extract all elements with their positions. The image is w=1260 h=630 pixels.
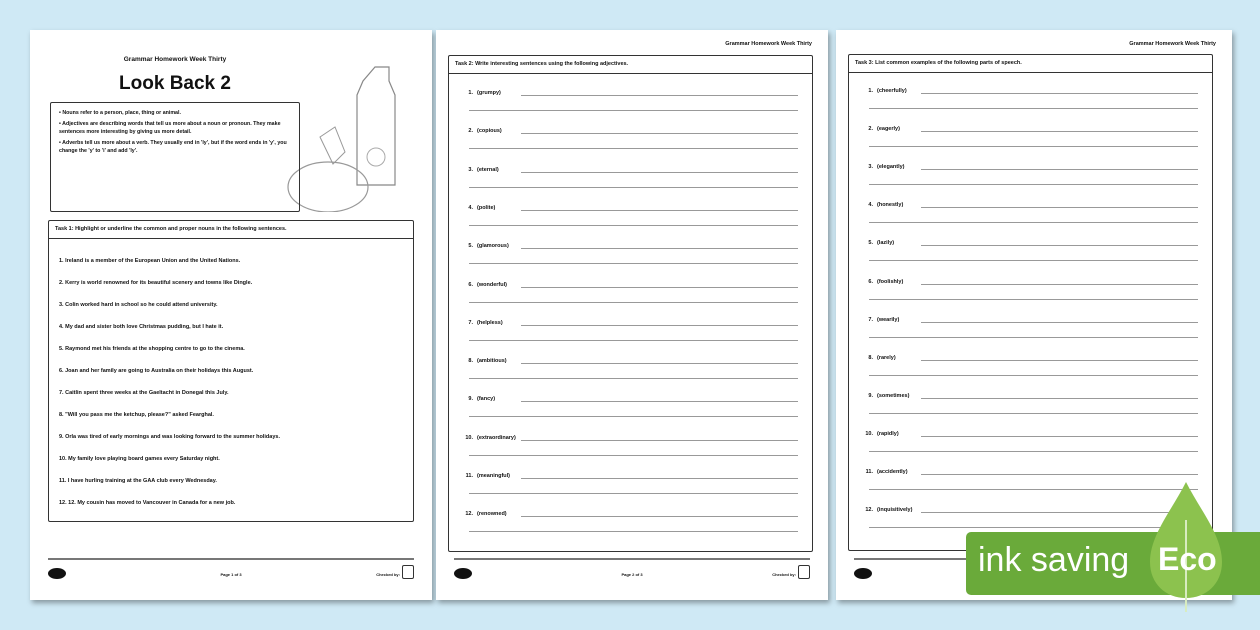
notes-box xyxy=(50,102,300,212)
answer-line[interactable] xyxy=(521,516,798,517)
writing-line-item[interactable] xyxy=(463,358,798,378)
writing-line-item[interactable] xyxy=(863,88,1198,108)
note-nouns: • Nouns refer to a person, place, thing or animal. xyxy=(59,110,181,116)
answer-line[interactable] xyxy=(921,436,1198,437)
worksheet-page-1 xyxy=(30,30,432,600)
answer-line[interactable] xyxy=(521,248,798,249)
writing-line-item[interactable] xyxy=(463,473,798,493)
answer-line[interactable] xyxy=(469,302,798,303)
prompt-word: (wonderful) xyxy=(477,281,507,288)
answer-line[interactable] xyxy=(869,222,1198,223)
answer-line[interactable] xyxy=(469,416,798,417)
item-number: 1. xyxy=(468,90,473,96)
answer-line[interactable] xyxy=(869,146,1198,147)
answer-line[interactable] xyxy=(469,225,798,226)
answer-line[interactable] xyxy=(521,325,798,326)
answer-line[interactable] xyxy=(469,263,798,264)
item-number: 9. xyxy=(468,396,473,403)
task-2-box xyxy=(448,55,813,552)
item-number: 2. xyxy=(468,128,473,135)
item-number: 4. xyxy=(868,202,873,209)
sentence: 12. 12. My cousin has moved to Vancouver in Canada for a new job. xyxy=(59,500,236,506)
prompt-word: (lazily) xyxy=(877,240,895,247)
answer-line[interactable] xyxy=(921,245,1198,246)
item-number: 6. xyxy=(468,281,473,288)
answer-line[interactable] xyxy=(869,299,1198,300)
writing-line-item[interactable] xyxy=(863,279,1198,299)
answer-line[interactable] xyxy=(521,401,798,402)
answer-line[interactable] xyxy=(521,172,798,173)
answer-line[interactable] xyxy=(869,375,1198,376)
worksheet-page-2 xyxy=(436,30,828,600)
writing-line-item[interactable] xyxy=(863,202,1198,222)
twinkl-logo-icon xyxy=(854,568,872,579)
task-1-box xyxy=(48,220,414,522)
item-number: 12. xyxy=(865,507,873,514)
writing-line-item[interactable] xyxy=(463,320,798,340)
prompt-word: (eternal) xyxy=(477,166,499,173)
writing-line-item[interactable] xyxy=(863,317,1198,337)
task-3-heading: Task 3: List common examples of the following parts of speech. xyxy=(849,55,1212,73)
sentence: 9. Orla was tired of early mornings and was looking forward to the summer holidays. xyxy=(59,434,280,440)
sentence: 7. Caitlin spent three weeks at the Gaeltacht in Donegal this July. xyxy=(59,390,229,396)
answer-line[interactable] xyxy=(469,148,798,149)
writing-line-item[interactable] xyxy=(863,164,1198,184)
prompt-word: (helpless) xyxy=(477,319,503,326)
writing-line-item[interactable] xyxy=(463,435,798,455)
sentence: 8. "Will you pass me the ketchup, please?" asked Fearghal. xyxy=(59,412,214,418)
task-2-heading: Task 2: Write interesting sentences using the following adjectives. xyxy=(449,56,812,74)
answer-line[interactable] xyxy=(469,378,798,379)
checked-by-stamp-icon xyxy=(402,565,414,579)
answer-line[interactable] xyxy=(869,260,1198,261)
item-number: 5. xyxy=(868,240,873,247)
page-number: Page 2 of 3 xyxy=(621,572,643,577)
writing-line-item[interactable] xyxy=(463,396,798,416)
answer-line[interactable] xyxy=(521,210,798,211)
answer-line[interactable] xyxy=(921,131,1198,132)
prompt-word: (honestly) xyxy=(877,202,904,209)
answer-line[interactable] xyxy=(921,474,1198,475)
note-adverbs: • Adverbs tell us more about a verb. They usually end in 'ly', but if the word ends in 'y', you change the 'y' to 'i' and add 'ly'. xyxy=(59,140,287,154)
eco-label: Eco xyxy=(1158,541,1217,577)
sentence: 10. My family love playing board games every Saturday night. xyxy=(59,456,220,462)
writing-line-item[interactable] xyxy=(463,167,798,187)
writing-line-item[interactable] xyxy=(463,511,798,531)
answer-line[interactable] xyxy=(921,284,1198,285)
answer-line[interactable] xyxy=(921,398,1198,399)
answer-line[interactable] xyxy=(869,413,1198,414)
prompt-word: (grumpy) xyxy=(477,90,501,96)
sentence: 2. Kerry is world renowned for its beautiful scenery and towns like Dingle. xyxy=(59,280,253,286)
prompt-word: (copious) xyxy=(477,128,502,135)
writing-line-item[interactable] xyxy=(463,282,798,302)
prompt-word: (wearily) xyxy=(877,316,900,323)
answer-line[interactable] xyxy=(921,169,1198,170)
task-3-box xyxy=(848,54,1213,551)
answer-line[interactable] xyxy=(469,187,798,188)
writing-line-item[interactable] xyxy=(863,393,1198,413)
prompt-word: (rapidly) xyxy=(877,430,899,437)
prompt-word: (meaningful) xyxy=(477,473,510,479)
checked-by-label: Checked by: xyxy=(376,572,400,577)
item-number: 11. xyxy=(465,473,473,479)
answer-line[interactable] xyxy=(521,363,798,364)
prompt-word: (extraordinary) xyxy=(477,434,516,441)
answer-line[interactable] xyxy=(521,478,798,479)
prompt-word: (cheerfully) xyxy=(877,88,907,94)
writing-line-item[interactable] xyxy=(463,90,798,110)
item-number: 7. xyxy=(868,316,873,323)
running-head: Grammar Homework Week Thirty xyxy=(725,41,812,47)
item-number: 5. xyxy=(468,243,473,250)
prompt-word: (elegantly) xyxy=(877,164,905,171)
sentence: 4. My dad and sister both love Christmas pudding, but I hate it. xyxy=(59,324,224,330)
worksheet-title: Look Back 2 xyxy=(119,73,231,94)
item-number: 8. xyxy=(868,354,873,361)
answer-line[interactable] xyxy=(869,184,1198,185)
writing-line-item[interactable] xyxy=(863,355,1198,375)
writing-line-item[interactable] xyxy=(463,243,798,263)
answer-line[interactable] xyxy=(521,287,798,288)
answer-line[interactable] xyxy=(469,110,798,111)
answer-line[interactable] xyxy=(921,322,1198,323)
worksheet-subtitle: Grammar Homework Week Thirty xyxy=(123,56,227,63)
answer-line[interactable] xyxy=(521,440,798,441)
answer-line[interactable] xyxy=(869,337,1198,338)
prompt-word: (foolishly) xyxy=(877,278,904,285)
answer-line[interactable] xyxy=(869,108,1198,109)
answer-line[interactable] xyxy=(469,493,798,494)
writing-line-item[interactable] xyxy=(863,240,1198,260)
prompt-word: (rarely) xyxy=(877,354,896,361)
sentence: 3. Colin worked hard in school so he could attend university. xyxy=(59,302,218,308)
page-footer xyxy=(454,558,810,588)
prompt-word: (eagerly) xyxy=(877,126,900,133)
sentence: 1. Ireland is a member of the European Union and the United Nations. xyxy=(59,258,241,264)
answer-line[interactable] xyxy=(921,93,1198,94)
item-number: 4. xyxy=(468,204,473,211)
answer-line[interactable] xyxy=(469,340,798,341)
note-adjectives: • Adjectives are describing words that tell us more about a noun or pronoun. They make sentences more interesting by giving us more detail. xyxy=(59,121,281,135)
answer-line[interactable] xyxy=(869,451,1198,452)
item-number: 6. xyxy=(868,278,873,285)
running-head: Grammar Homework Week Thirty xyxy=(1129,41,1216,47)
page-number: Page 1 of 3 xyxy=(220,572,242,577)
prompt-word: (polite) xyxy=(477,204,496,211)
item-number: 1. xyxy=(868,88,873,94)
writing-line-item[interactable] xyxy=(863,126,1198,146)
item-number: 11. xyxy=(865,469,873,475)
answer-line[interactable] xyxy=(921,360,1198,361)
checked-by-label: Checked by: xyxy=(772,572,796,577)
prompt-word: (renowned) xyxy=(477,511,507,518)
item-number: 9. xyxy=(868,392,873,399)
sentence: 5. Raymond met his friends at the shopping centre to go to the cinema. xyxy=(59,346,245,352)
prompt-word: (inquisitively) xyxy=(877,507,913,514)
item-number: 8. xyxy=(468,358,473,365)
answer-line[interactable] xyxy=(469,531,798,532)
sentence: 6. Joan and her family are going to Australia on their holidays this August. xyxy=(59,368,254,374)
prompt-word: (fancy) xyxy=(477,396,496,403)
writing-line-item[interactable] xyxy=(463,205,798,225)
item-number: 7. xyxy=(468,319,473,326)
prompt-word: (accidently) xyxy=(877,469,908,475)
prompt-word: (ambitious) xyxy=(477,358,507,365)
answer-line[interactable] xyxy=(521,95,798,96)
ink-saving-label: ink saving xyxy=(978,541,1130,579)
writing-line-item[interactable] xyxy=(463,128,798,148)
item-number: 2. xyxy=(868,126,873,133)
item-number: 3. xyxy=(468,166,473,173)
page-footer xyxy=(48,558,414,588)
answer-line[interactable] xyxy=(521,133,798,134)
task-1-heading: Task 1: Highlight or underline the common and proper nouns in the following sentences. xyxy=(49,221,413,239)
item-number: 3. xyxy=(868,164,873,171)
prompt-word: (sometimes) xyxy=(877,392,910,399)
answer-line[interactable] xyxy=(921,207,1198,208)
item-number: 10. xyxy=(465,434,473,441)
item-number: 12. xyxy=(465,511,473,518)
sentence: 11. I have hurling training at the GAA club every Wednesday. xyxy=(59,478,217,484)
answer-line[interactable] xyxy=(469,455,798,456)
writing-line-item[interactable] xyxy=(863,431,1198,451)
item-number: 10. xyxy=(865,430,873,437)
prompt-word: (glamorous) xyxy=(477,243,509,250)
checked-by-stamp-icon xyxy=(798,565,810,579)
